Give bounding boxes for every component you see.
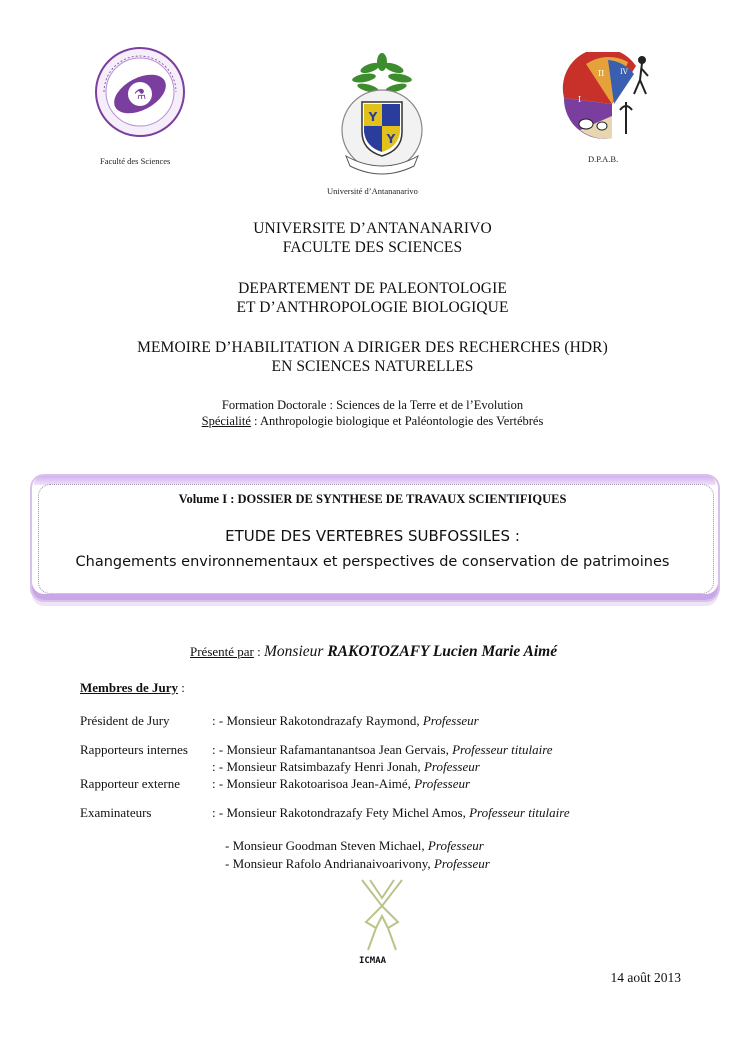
- faculte-sciences-logo: [94, 44, 186, 140]
- jury-heading-suffix: :: [177, 680, 185, 695]
- jury-prefix: : -: [212, 776, 227, 791]
- jury-prefix: : -: [212, 742, 227, 757]
- thesis-subtitle: Changements environnementaux et perspectives de conservation de patrimoines: [75, 554, 670, 570]
- jury-prefix: : -: [212, 805, 227, 820]
- jury-person: Monsieur Goodman Steven Michael,: [232, 838, 428, 853]
- icmaa-caption: ICMAA: [358, 956, 387, 966]
- formation-doctorale: Formation Doctorale : Sciences de la Terre et de l’Evolution: [221, 398, 524, 412]
- faculte-seal-icon: [94, 44, 186, 140]
- jury-grade: Professeur: [422, 713, 479, 728]
- jury-member-1: [212, 713, 479, 729]
- jury-grade: Professeur: [427, 838, 484, 853]
- jury-role-rapporteur-externe: Rapporteur externe: [80, 776, 180, 791]
- dpab-logo: [556, 52, 656, 144]
- universite-crest-icon: [328, 48, 436, 180]
- specialite-line: [0, 413, 745, 429]
- jury-person: Monsieur Rakotondrazafy Fety Michel Amos,: [226, 805, 470, 820]
- jury-member-7: [212, 840, 490, 872]
- memoire-title: MEMOIRE D’HABILITATION A DIRIGER DES RECHERCHES (HDR): [137, 339, 608, 356]
- universite-caption: Université d’Antananarivo: [327, 186, 418, 196]
- jury-grade: Professeur titulaire: [469, 805, 570, 820]
- jury-prefix: : -: [212, 713, 227, 728]
- zone-label-iv: IV: [620, 68, 628, 76]
- jury-person: Monsieur Ratsimbazafy Henri Jonah,: [226, 759, 424, 774]
- volume-label: Volume I : DOSSIER DE SYNTHESE DE TRAVAUX SCIENTIFIQUES: [178, 492, 567, 506]
- icmaa-figure-icon: [356, 876, 408, 952]
- icmaa-logo: [356, 876, 408, 952]
- svg-text:⚗: ⚗: [133, 87, 147, 103]
- jury-person: Monsieur Rafamantanantsoa Jean Gervais,: [226, 742, 453, 757]
- presenter-sep: :: [253, 644, 265, 659]
- jury-role-examinateurs: Examinateurs: [80, 805, 152, 820]
- university-title: UNIVERSITE D’ANTANANARIVO: [253, 220, 492, 237]
- jury-grade: Professeur titulaire: [452, 742, 553, 757]
- jury-member-2: [212, 742, 553, 758]
- specialite-value: : Anthropologie biologique et Paléontologie des Vertébrés: [250, 414, 544, 428]
- presenter-label: Présenté par: [190, 644, 254, 659]
- department-title: DEPARTEMENT DE PALEONTOLOGIE: [238, 280, 507, 297]
- presenter-civility: Monsieur: [264, 643, 328, 660]
- jury-person: Monsieur Rafolo Andrianaivoarivony,: [232, 856, 434, 871]
- jury-member-5: [212, 805, 570, 821]
- jury-person: Monsieur Rakotondrazafy Raymond,: [226, 713, 423, 728]
- jury-heading-label: Membres de Jury: [80, 680, 178, 695]
- jury-grade: Professeur: [414, 776, 471, 791]
- universite-logo: [328, 48, 436, 180]
- jury-prefix: -: [218, 838, 233, 853]
- department-subtitle: ET D’ANTHROPOLOGIE BIOLOGIQUE: [236, 299, 509, 316]
- presenter-line: [190, 643, 557, 661]
- jury-prefix: : -: [212, 759, 227, 774]
- jury-role-rapporteurs-internes: Rapporteurs internes: [80, 742, 188, 757]
- jury-role-president: Président de Jury: [80, 713, 170, 728]
- jury-person: Monsieur Rakotoarisoa Jean-Aimé,: [226, 776, 415, 791]
- presenter-name: RAKOTOZAFY Lucien Marie Aimé: [327, 643, 558, 660]
- jury-member-4: [212, 776, 470, 792]
- defense-date: 14 août 2013: [610, 970, 681, 985]
- zone-label-ii: II: [598, 69, 605, 78]
- jury-member-3: [212, 759, 480, 775]
- memoire-subtitle: EN SCIENCES NATURELLES: [271, 358, 474, 375]
- jury-grade: Professeur: [423, 759, 480, 774]
- zone-label-i: I: [578, 95, 582, 104]
- jury-heading: [80, 680, 185, 696]
- faculty-title: FACULTE DES SCIENCES: [282, 239, 463, 256]
- jury-grade: Professeur: [433, 856, 490, 871]
- dpab-caption: D.P.A.B.: [588, 154, 619, 164]
- thesis-title: ETUDE DES VERTEBRES SUBFOSSILES :: [225, 527, 520, 545]
- faculte-caption: Faculté des Sciences: [100, 156, 171, 166]
- dpab-evolution-icon: [556, 52, 656, 144]
- specialite-label: Spécialité: [201, 414, 251, 428]
- jury-prefix: -: [218, 856, 233, 871]
- svg-text:Y: Y: [386, 132, 396, 146]
- svg-text:Y: Y: [368, 110, 378, 124]
